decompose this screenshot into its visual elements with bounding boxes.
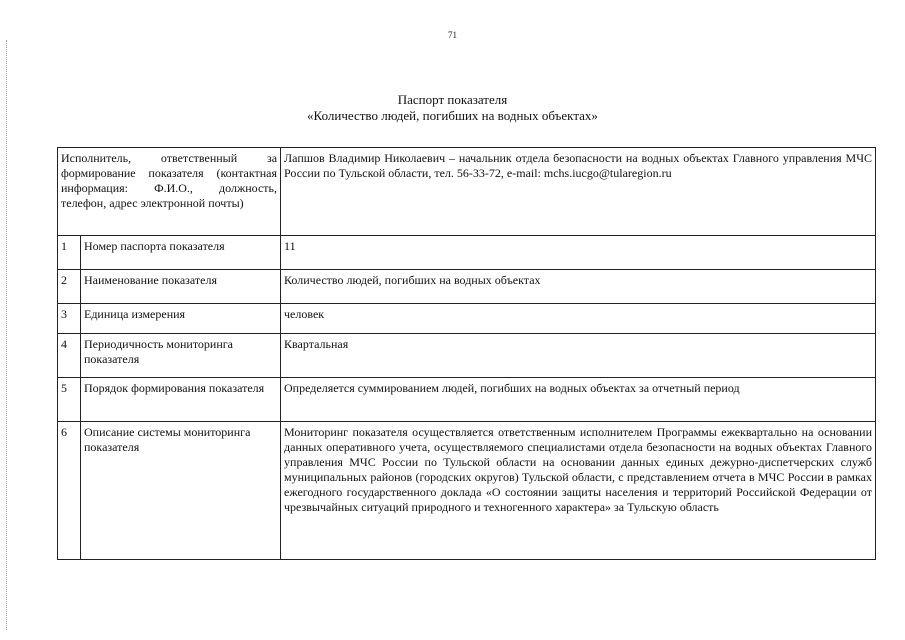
table-row-executor: [58, 148, 876, 236]
row-label: Порядок формирования показателя: [81, 378, 281, 422]
table-row: [58, 270, 876, 304]
row-number: 5: [58, 378, 81, 422]
executor-label: Исполнитель, ответственный за формирование показателя (контактная информация: Ф.И.О., должность, телефон, адрес электронной почты): [58, 148, 281, 236]
page-number: 71: [448, 30, 457, 40]
row-number: 3: [58, 304, 81, 334]
scan-edge-mark: [6, 40, 7, 630]
document-title: [0, 92, 905, 124]
row-label: Единица измерения: [81, 304, 281, 334]
table-row: [58, 378, 876, 422]
row-value: Мониторинг показателя осуществляется ответственным исполнителем Программы ежеквартально на основании данных оперативного учета, осуществляемого специалистами отдела безопасности на водных объектах Главного управления МЧС России по Тульской области на основании данных единых дежурно-диспетчерских служб муниципальных районов (городских округов) Тульской области, с представлением отчета в МЧС России в рамках ежегодного государственного доклада «О состоянии защиты населения и территорий Российской Федерации от чрезвычайных ситуаций природного и техногенного характера» за Тульскую область: [281, 422, 876, 560]
row-label: Периодичность мониторинга показателя: [81, 334, 281, 378]
table-row: [58, 422, 876, 560]
row-value: Определяется суммированием людей, погибших на водных объектах за отчетный период: [281, 378, 876, 422]
table-row: [58, 236, 876, 270]
title-line-2: «Количество людей, погибших на водных объектах»: [307, 108, 598, 123]
row-number: 1: [58, 236, 81, 270]
row-number: 6: [58, 422, 81, 560]
title-line-1: Паспорт показателя: [397, 92, 508, 107]
row-value: человек: [281, 304, 876, 334]
row-value: Квартальная: [281, 334, 876, 378]
row-label: Наименование показателя: [81, 270, 281, 304]
row-number: 2: [58, 270, 81, 304]
row-value: Количество людей, погибших на водных объектах: [281, 270, 876, 304]
table-row: [58, 304, 876, 334]
table-row: [58, 334, 876, 378]
row-label: Описание системы мониторинга показателя: [81, 422, 281, 560]
row-value: 11: [281, 236, 876, 270]
executor-value: Лапшов Владимир Николаевич – начальник отдела безопасности на водных объектах Главного управления МЧС России по Тульской области, тел. 56-33-72, e-mail: mchs.iucgo@tularegion.ru: [281, 148, 876, 236]
row-number: 4: [58, 334, 81, 378]
indicator-passport-table: [57, 147, 876, 560]
row-label: Номер паспорта показателя: [81, 236, 281, 270]
